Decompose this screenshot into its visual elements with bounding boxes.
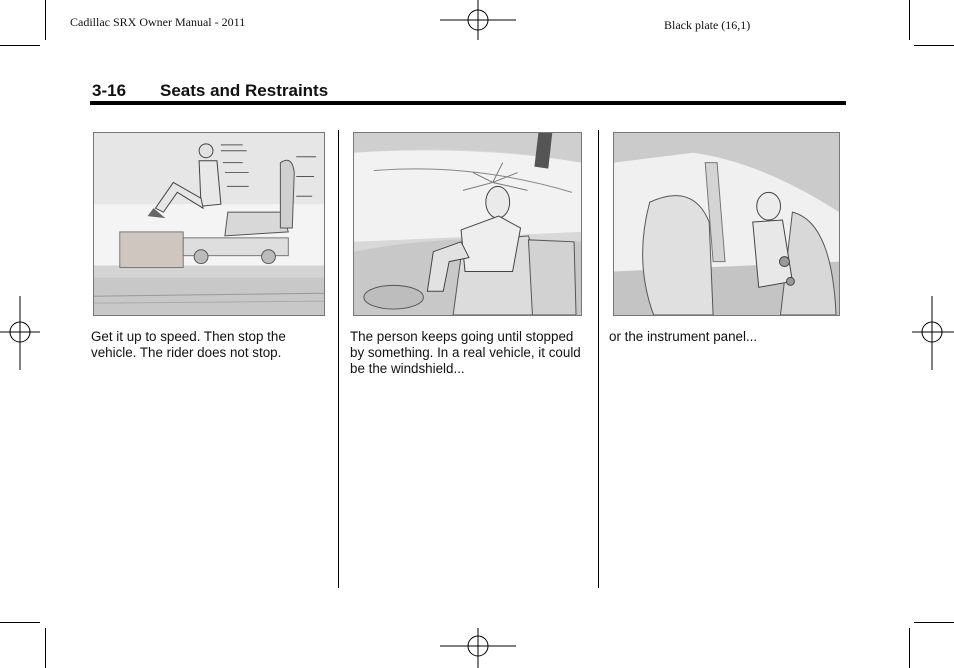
registration-mark-left (0, 296, 40, 370)
crop-mark (909, 0, 910, 40)
crop-mark (45, 628, 46, 668)
crop-mark (914, 45, 954, 46)
heading-rule (90, 101, 846, 105)
crop-mark (0, 622, 40, 623)
figure-windshield (353, 132, 582, 316)
crop-mark (45, 0, 46, 40)
section-title: Seats and Restraints (160, 81, 329, 100)
column-divider (598, 130, 599, 588)
manual-title: Cadillac SRX Owner Manual - 2011 (70, 15, 246, 29)
registration-mark-top (440, 0, 516, 44)
plate-info: Black plate (16,1) (664, 18, 751, 32)
figure-rider-sled (93, 132, 325, 316)
section-heading (92, 81, 328, 101)
registration-mark-right (912, 296, 954, 370)
crop-mark (0, 45, 40, 46)
column-divider (338, 130, 339, 588)
figure-instrument-panel (613, 132, 840, 316)
caption-column-2: The person keeps going until stopped by something. In a real vehicle, it could be the windshield... (350, 329, 581, 376)
page-number: 3-16 (92, 81, 127, 100)
caption-column-3: or the instrument panel... (609, 329, 758, 344)
registration-mark-bottom (440, 626, 516, 668)
caption-column-1: Get it up to speed. Then stop the vehicle. The rider does not stop. (91, 329, 286, 360)
crop-mark (914, 622, 954, 623)
crop-mark (909, 628, 910, 668)
